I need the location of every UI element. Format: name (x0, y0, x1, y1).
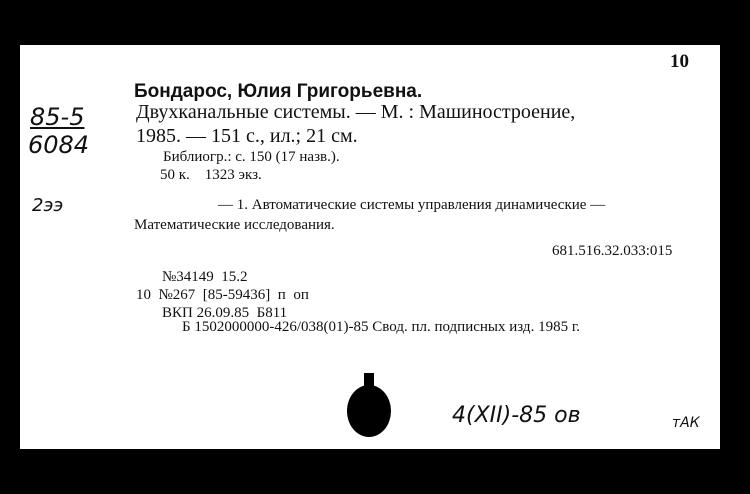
punch-hole-icon (347, 385, 391, 437)
handwritten-mark-left: 2ээ (32, 195, 64, 216)
punch-hole-notch (364, 373, 374, 389)
subjects-line-1: — 1. Автоматические системы управления динамические — (218, 197, 606, 213)
record-number: №34149 15.2 (162, 269, 248, 285)
bibliography-note: Библиогр.: с. 150 (17 назв.). (163, 149, 340, 165)
code-line: Б 1502000000-426/038(01)-85 Свод. пл. подписных изд. 1985 г. (182, 319, 581, 335)
classification-index: 681.516.32.033:015 (552, 243, 673, 259)
price-copies: 50 к. 1323 экз. (160, 167, 262, 183)
vkp-line: ВКП 26.09.85 Б811 (162, 305, 288, 321)
subjects-line-2: Математические исследования. (134, 217, 335, 233)
card-number: 10 (670, 51, 689, 72)
publication-line: 1985. — 151 с., ил.; 21 см. (136, 125, 358, 147)
handwritten-shelf-top: 85-5 (30, 103, 85, 131)
handwritten-shelf-bottom: 6084 (28, 131, 90, 159)
title-line: Двухканальные системы. — М. : Машиностроение, (136, 101, 576, 123)
author-heading: Бондарос, Юлия Григорьевна. (134, 81, 423, 102)
handwritten-date-note: 4(XII)-85 ов (452, 403, 581, 428)
order-line: 10 №267 [85-59436] п оп (136, 287, 309, 303)
catalog-card (20, 45, 720, 449)
handwritten-initials: тАК (672, 415, 700, 431)
